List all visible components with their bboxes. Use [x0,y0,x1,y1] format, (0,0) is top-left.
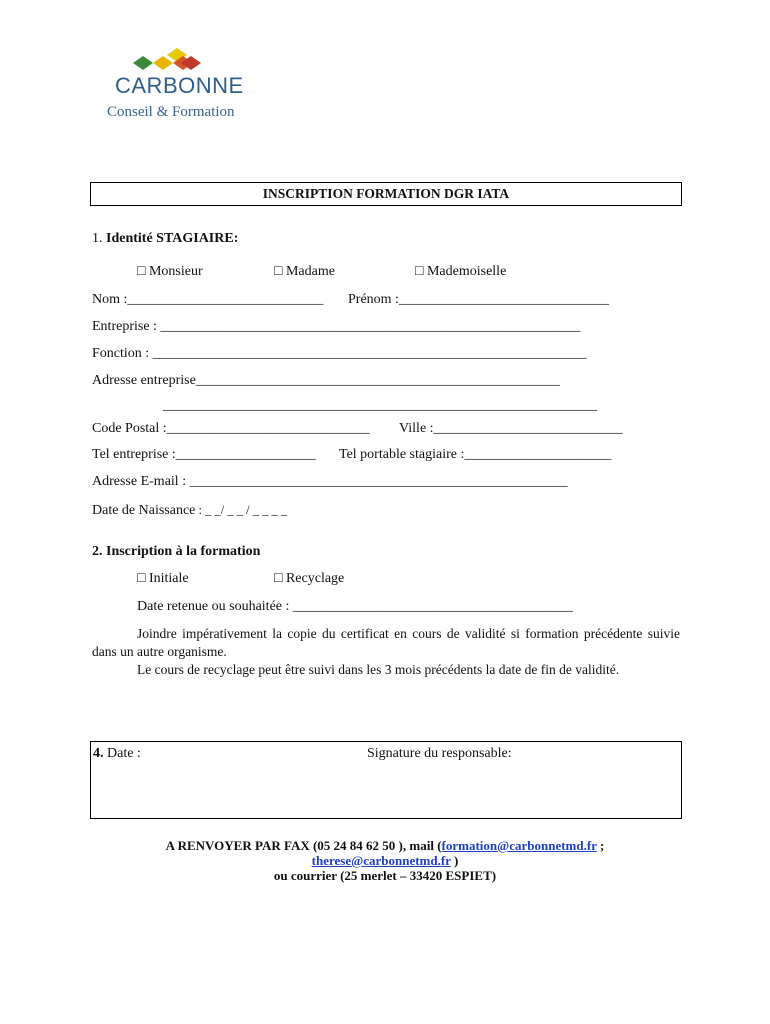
civility-label: Monsieur [148,264,203,279]
ville-field[interactable]: Ville :___________________________ [399,421,623,436]
prenom-field[interactable]: Prénom :______________________________ [348,292,609,307]
option-label: Initiale [148,571,189,586]
footer-fax-text: A RENVOYER PAR FAX (05 24 84 62 50 ), mail ( [165,838,442,853]
company-logo [105,46,265,126]
date-signature-label [93,746,141,762]
logo-diamonds-icon [105,46,265,76]
section1-title: Identité STAGIAIRE: [106,231,239,246]
note-recyclage: Le cours de recyclage peut être suivi dans les 3 mois précédents la date de fin de validité. [137,662,620,677]
footer-address: ou courrier (25 merlet – 33420 ESPIET) [273,868,497,883]
section4-number: 4. [93,746,104,761]
nom-field[interactable]: Nom :____________________________ [92,292,324,307]
checkbox-icon[interactable]: □ [137,264,146,279]
note-certificat: Joindre impérativement la copie du certificat en cours de validité si formation précédente suivie dans un autre organisme. [92,626,680,659]
tel-portable-field[interactable]: Tel portable stagiaire :_____________________ [339,447,612,462]
signature-box[interactable] [90,741,682,819]
section1-number: 1. [92,231,106,246]
civility-mademoiselle[interactable] [415,264,506,280]
civility-madame[interactable] [274,264,335,280]
section2-heading: 2. Inscription à la formation [92,544,261,559]
adresse-field[interactable]: Adresse entreprise____________________________________________________ [92,373,560,388]
logo-subtitle: Conseil & Formation [107,104,235,120]
date-naissance-field[interactable] [92,503,287,519]
option-label: Recyclage [285,571,345,586]
form-title: INSCRIPTION FORMATION DGR IATA [90,182,682,206]
checkbox-icon[interactable]: □ [415,264,424,279]
option-recyclage[interactable] [274,571,344,587]
checkbox-icon[interactable]: □ [274,571,283,586]
civility-label: Mademoiselle [426,264,507,279]
code-postal-field[interactable]: Code Postal :_____________________________ [92,421,370,436]
date-naissance-blank[interactable]: : _ _/ _ _ / _ _ _ _ [195,503,288,517]
date-label: Date : [103,746,141,761]
checkbox-icon[interactable]: □ [274,264,283,279]
logo-name: CARBONNE [115,73,244,98]
date-naissance-label: Date de Naissance [92,503,196,518]
checkbox-icon[interactable]: □ [137,571,146,586]
email-link-therese[interactable]: therese@carbonnetmd.fr [311,853,451,868]
footer-separator: ; [596,838,605,853]
date-retenue-field[interactable]: Date retenue ou souhaitée : ________________________________________ [137,599,573,614]
footer-line2 [90,853,680,868]
footer-close: ) [450,853,459,868]
civility-monsieur[interactable] [137,264,203,280]
option-initiale[interactable] [137,571,189,587]
adresse-field-line2[interactable]: ______________________________________________________________ [163,398,597,413]
civility-label: Madame [285,264,335,279]
tel-entreprise-field[interactable]: Tel entreprise :____________________ [92,447,316,462]
footer-line1 [90,838,680,853]
email-field[interactable]: Adresse E-mail : ______________________________________________________ [92,474,568,489]
email-link-formation[interactable]: formation@carbonnetmd.fr [441,838,597,853]
entreprise-field[interactable]: Entreprise : ____________________________________________________________ [92,319,581,334]
section1-heading [92,231,238,247]
signature-label: Signature du responsable: [367,746,512,761]
fonction-field[interactable]: Fonction : ______________________________________________________________ [92,346,587,361]
